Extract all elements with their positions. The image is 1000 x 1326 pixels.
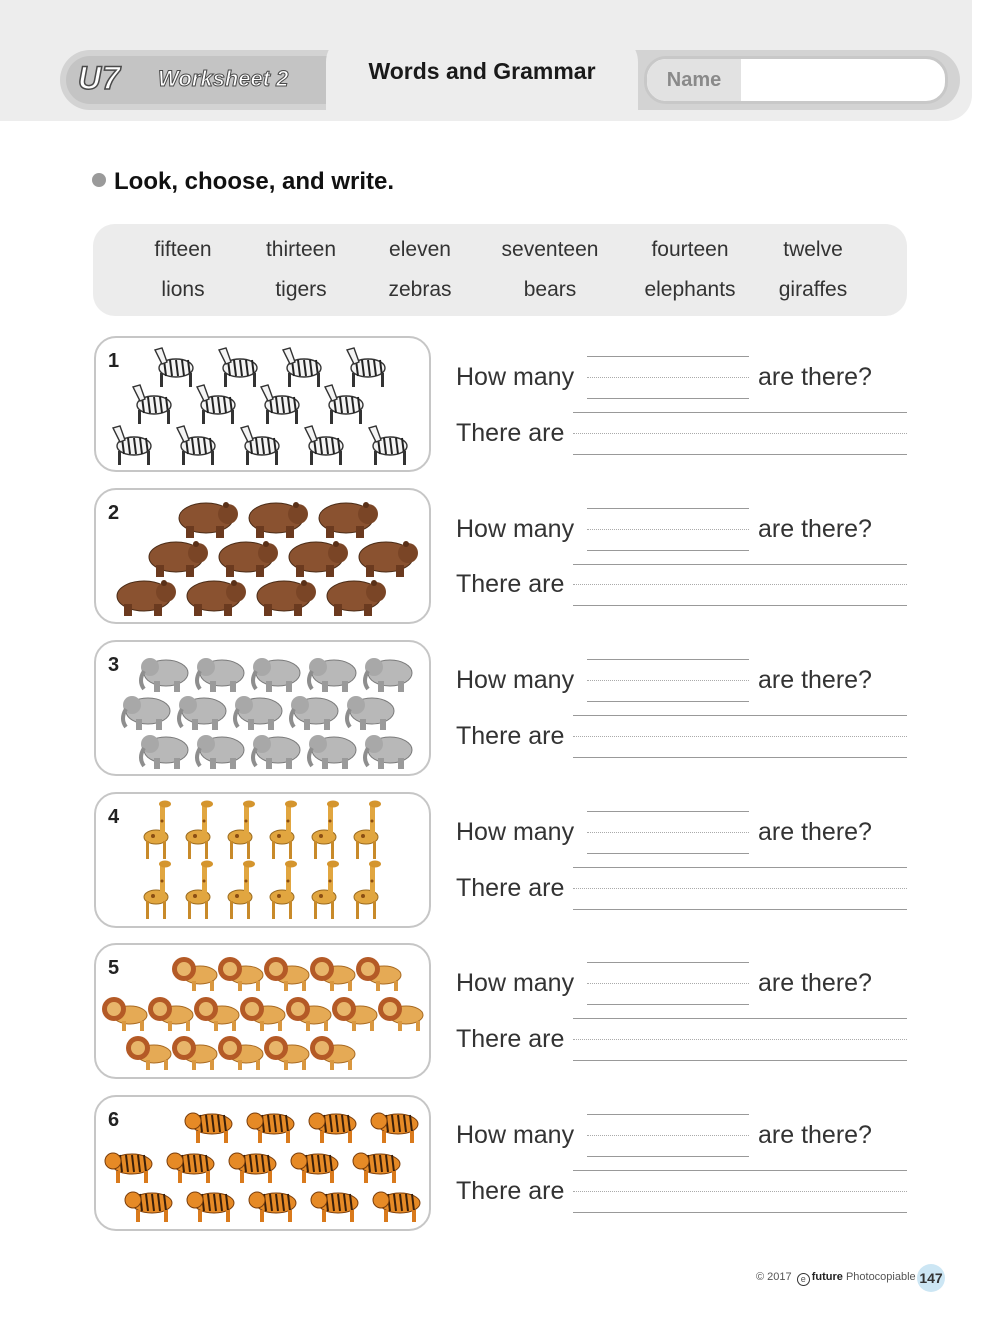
answer-prefix: There are (456, 722, 565, 750)
lion-icon (264, 1036, 309, 1070)
tiger-icon (167, 1153, 214, 1183)
blank-dotted-line (573, 1039, 907, 1040)
elephant-icon (365, 735, 412, 769)
bear-icon (187, 580, 246, 616)
lion-icon (218, 1036, 263, 1070)
photocopiable-note: Photocopiable (845, 1271, 916, 1283)
zebra-icon (113, 426, 151, 465)
zebra-icon (133, 385, 171, 424)
blank-dotted-line (573, 433, 907, 434)
animal-group (96, 1097, 433, 1233)
elephant-icon (141, 658, 188, 692)
lion-icon (172, 1036, 217, 1070)
elephant-icon (235, 696, 282, 730)
elephant-icon (291, 696, 338, 730)
animal-answer-blank[interactable] (587, 550, 749, 551)
elephant-icon (253, 735, 300, 769)
word-bank-animal: zebras (388, 278, 452, 301)
zebra-icon (369, 426, 407, 465)
elephant-icon (141, 735, 188, 769)
picture-box (94, 640, 431, 776)
word-bank-number: fourteen (651, 238, 729, 261)
lion-icon (126, 1036, 171, 1070)
answer-prefix: There are (456, 570, 565, 598)
question-prefix: How many (456, 363, 575, 391)
footer (756, 1271, 916, 1286)
giraffe-icon (270, 861, 297, 920)
sentence-answer-blank[interactable] (573, 605, 907, 606)
elephant-icon (347, 696, 394, 730)
word-bank-animal: lions (161, 278, 205, 301)
sentence-answer-blank[interactable] (573, 757, 907, 758)
question-number: 6 (108, 1109, 120, 1131)
blank-guide-line (573, 564, 907, 565)
blank-guide-line (587, 962, 749, 963)
blank-dotted-line (573, 584, 907, 585)
instruction-text: Look, choose, and write. (114, 168, 395, 195)
blank-guide-line (587, 508, 749, 509)
animal-group (96, 945, 433, 1081)
blank-guide-line (587, 811, 749, 812)
blank-dotted-line (587, 832, 749, 833)
name-field[interactable] (644, 56, 948, 104)
bear-icon (249, 502, 308, 538)
picture-box (94, 943, 431, 1079)
word-bank-number: eleven (389, 238, 451, 261)
lion-icon (102, 997, 147, 1031)
picture-box (94, 1095, 431, 1231)
name-label: Name (666, 69, 722, 91)
question-suffix: are there? (758, 363, 872, 391)
question-number: 5 (108, 957, 120, 979)
blank-guide-line (587, 1114, 749, 1115)
zebra-icon (261, 385, 299, 424)
lion-icon (218, 957, 263, 991)
lion-icon (378, 997, 423, 1031)
blank-guide-line (573, 1018, 907, 1019)
giraffe-icon (354, 801, 381, 860)
question-number: 3 (108, 654, 120, 676)
animal-group (96, 794, 433, 930)
zebra-icon (155, 348, 193, 387)
giraffe-icon (144, 861, 171, 920)
question-number: 1 (108, 350, 120, 372)
unit-label: U7 (78, 60, 121, 96)
question-suffix: are there? (758, 666, 872, 694)
elephant-icon (197, 735, 244, 769)
sentence-answer-blank[interactable] (573, 909, 907, 910)
answer-prefix: There are (456, 419, 565, 447)
word-bank-animal: bears (523, 278, 577, 301)
brand-name: future (811, 1271, 843, 1283)
animal-answer-blank[interactable] (587, 398, 749, 399)
question-number: 4 (108, 806, 120, 828)
bear-icon (219, 541, 278, 577)
word-bank-animal: tigers (275, 278, 327, 301)
giraffe-icon (354, 861, 381, 920)
blank-guide-line (587, 659, 749, 660)
giraffe-icon (228, 801, 255, 860)
lion-icon (240, 997, 285, 1031)
tiger-icon (249, 1192, 296, 1222)
tiger-icon (291, 1153, 338, 1183)
tiger-icon (309, 1113, 356, 1143)
giraffe-icon (186, 801, 213, 860)
blank-dotted-line (587, 680, 749, 681)
giraffe-icon (270, 801, 297, 860)
word-bank-number: thirteen (265, 238, 337, 261)
word-bank-animal: giraffes (778, 278, 848, 301)
giraffe-icon (312, 801, 339, 860)
tiger-icon (187, 1192, 234, 1222)
question-suffix: are there? (758, 818, 872, 846)
blank-dotted-line (573, 736, 907, 737)
word-bank-animal: elephants (644, 278, 736, 301)
answer-prefix: There are (456, 1177, 565, 1205)
tiger-icon (371, 1113, 418, 1143)
animal-group (96, 490, 433, 626)
blank-guide-line (573, 412, 907, 413)
giraffe-icon (144, 801, 171, 860)
bear-icon (117, 580, 176, 616)
animal-answer-blank[interactable] (587, 701, 749, 702)
elephant-icon (365, 658, 412, 692)
word-bank-number: fifteen (154, 238, 212, 261)
brand-logo-icon: e (797, 1273, 810, 1286)
question-suffix: are there? (758, 515, 872, 543)
question-suffix: are there? (758, 969, 872, 997)
blank-guide-line (573, 715, 907, 716)
question-prefix: How many (456, 515, 575, 543)
tiger-icon (373, 1192, 420, 1222)
question-suffix: are there? (758, 1121, 872, 1149)
tiger-icon (229, 1153, 276, 1183)
answer-prefix: There are (456, 874, 565, 902)
zebra-icon (241, 426, 279, 465)
zebra-icon (219, 348, 257, 387)
blank-dotted-line (587, 1135, 749, 1136)
copyright: © 2017 (756, 1271, 792, 1283)
question-prefix: How many (456, 969, 575, 997)
picture-box (94, 792, 431, 928)
elephant-icon (197, 658, 244, 692)
zebra-icon (177, 426, 215, 465)
picture-box (94, 488, 431, 624)
word-bank-number: twelve (783, 238, 843, 261)
lion-icon (194, 997, 239, 1031)
elephant-icon (309, 658, 356, 692)
bear-icon (327, 580, 386, 616)
blank-dotted-line (573, 1191, 907, 1192)
question-prefix: How many (456, 1121, 575, 1149)
elephant-icon (179, 696, 226, 730)
lion-icon (356, 957, 401, 991)
blank-guide-line (587, 356, 749, 357)
animal-group (96, 338, 433, 474)
bear-icon (149, 541, 208, 577)
zebra-icon (283, 348, 321, 387)
tiger-icon (247, 1113, 294, 1143)
tiger-icon (125, 1192, 172, 1222)
blank-guide-line (573, 867, 907, 868)
zebra-icon (347, 348, 385, 387)
tiger-icon (353, 1153, 400, 1183)
word-bank (93, 224, 907, 316)
zebra-icon (305, 426, 343, 465)
elephant-icon (309, 735, 356, 769)
sentence-answer-blank[interactable] (573, 454, 907, 455)
blank-dotted-line (587, 983, 749, 984)
animal-answer-blank[interactable] (587, 1156, 749, 1157)
picture-box (94, 336, 431, 472)
sentence-answer-blank[interactable] (573, 1060, 907, 1061)
lion-icon (286, 997, 331, 1031)
bear-icon (257, 580, 316, 616)
blank-guide-line (573, 1170, 907, 1171)
question-prefix: How many (456, 818, 575, 846)
animal-answer-blank[interactable] (587, 853, 749, 854)
tiger-icon (105, 1153, 152, 1183)
lion-icon (264, 957, 309, 991)
answer-prefix: There are (456, 1025, 565, 1053)
giraffe-icon (186, 861, 213, 920)
tiger-icon (185, 1113, 232, 1143)
bear-icon (179, 502, 238, 538)
giraffe-icon (228, 861, 255, 920)
sentence-answer-blank[interactable] (573, 1212, 907, 1213)
blank-dotted-line (573, 888, 907, 889)
blank-dotted-line (587, 529, 749, 530)
worksheet-title: Words and Grammar (368, 58, 596, 84)
lion-icon (172, 957, 217, 991)
bear-icon (359, 541, 418, 577)
question-number: 2 (108, 502, 120, 524)
bear-icon (319, 502, 378, 538)
bear-icon (289, 541, 348, 577)
zebra-icon (197, 385, 235, 424)
instruction (92, 168, 394, 196)
zebra-icon (325, 385, 363, 424)
tiger-icon (311, 1192, 358, 1222)
worksheet-label: Worksheet 2 (158, 66, 289, 91)
giraffe-icon (312, 861, 339, 920)
lion-icon (310, 1036, 355, 1070)
elephant-icon (253, 658, 300, 692)
blank-dotted-line (587, 377, 749, 378)
question-prefix: How many (456, 666, 575, 694)
page-number: 147 (917, 1264, 945, 1292)
bullet-icon (92, 173, 106, 187)
word-bank-number: seventeen (501, 238, 599, 261)
elephant-icon (123, 696, 170, 730)
animal-group (96, 642, 433, 778)
lion-icon (310, 957, 355, 991)
lion-icon (332, 997, 377, 1031)
lion-icon (148, 997, 193, 1031)
animal-answer-blank[interactable] (587, 1004, 749, 1005)
